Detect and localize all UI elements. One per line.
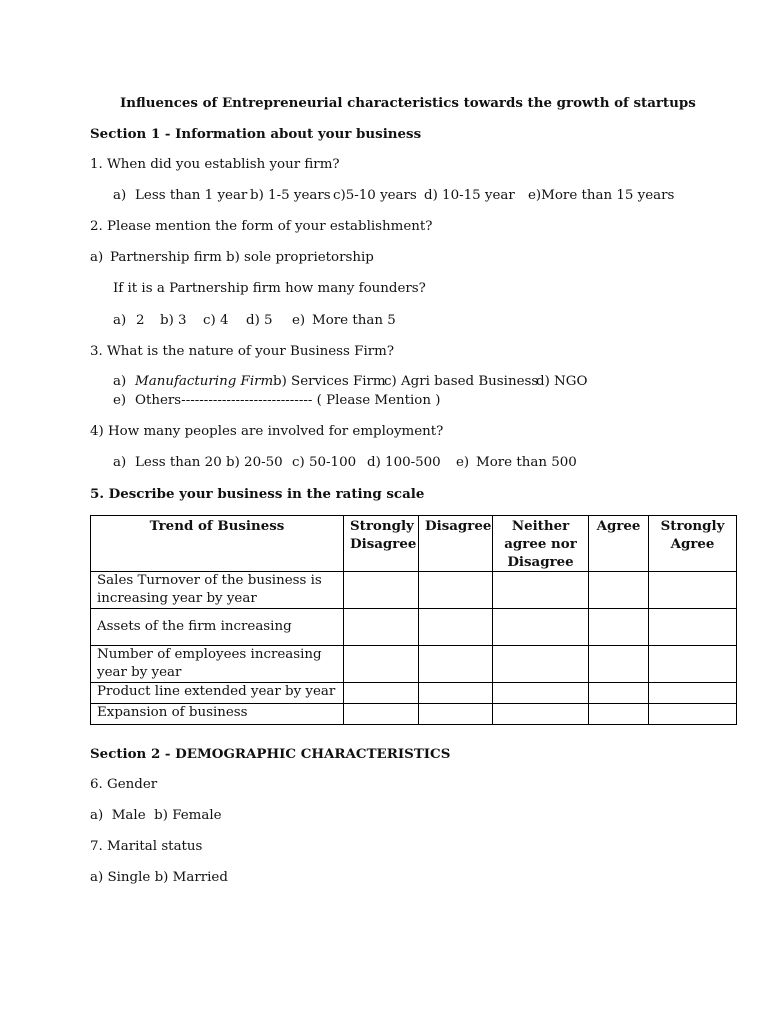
rating-cell[interactable] bbox=[649, 609, 737, 646]
rating-cell[interactable] bbox=[493, 646, 589, 683]
q3-option-b: b) Services Firm bbox=[273, 374, 386, 389]
header-strongly-disagree: Strongly Disagree bbox=[344, 516, 419, 572]
q2-option-b: b) sole proprietorship bbox=[226, 250, 374, 265]
q4-option-e: More than 500 bbox=[476, 455, 577, 470]
q1-option-a: Less than 1 year bbox=[135, 188, 248, 203]
section1-heading: Section 1 - Information about your business bbox=[90, 126, 422, 142]
rating-scale-table bbox=[90, 515, 737, 725]
rating-cell[interactable] bbox=[589, 704, 649, 725]
q4-option-a-marker: a) bbox=[113, 455, 127, 470]
table-header-row bbox=[91, 516, 737, 572]
row-label: Assets of the firm increasing bbox=[91, 609, 344, 646]
rating-cell[interactable] bbox=[419, 683, 493, 704]
q2f-option-e: More than 5 bbox=[312, 313, 396, 328]
q4-option-d: d) 100-500 bbox=[367, 455, 441, 470]
rating-cell[interactable] bbox=[589, 646, 649, 683]
header-agree: Agree bbox=[589, 516, 649, 572]
rating-cell[interactable] bbox=[344, 646, 419, 683]
rating-cell[interactable] bbox=[589, 683, 649, 704]
rating-cell[interactable] bbox=[344, 572, 419, 609]
header-neither: Neither agree nor Disagree bbox=[493, 516, 589, 572]
question-2: 2. Please mention the form of your establishment? bbox=[90, 219, 433, 234]
q4-option-c: c) 50-100 bbox=[292, 455, 357, 470]
table-row bbox=[91, 572, 737, 609]
question-4: 4) How many peoples are involved for employment? bbox=[90, 424, 444, 439]
rating-cell[interactable] bbox=[649, 704, 737, 725]
q1-option-e: e)More than 15 years bbox=[528, 188, 675, 203]
q2-option-a: Partnership firm bbox=[110, 250, 222, 265]
q2f-option-a-marker: a) bbox=[113, 313, 127, 328]
table-row bbox=[91, 704, 737, 725]
rating-cell[interactable] bbox=[419, 572, 493, 609]
table-row bbox=[91, 609, 737, 646]
q2f-option-d: d) 5 bbox=[246, 313, 273, 328]
rating-cell[interactable] bbox=[493, 704, 589, 725]
q4-option-e-marker: e) bbox=[456, 455, 470, 470]
q4-option-b: b) 20-50 bbox=[226, 455, 283, 470]
question-5: 5. Describe your business in the rating scale bbox=[90, 486, 425, 502]
question-7-options: a) Single b) Married bbox=[90, 870, 228, 885]
q2-option-a-marker: a) bbox=[90, 250, 104, 265]
q3-option-a: Manufacturing Firm bbox=[135, 374, 274, 389]
rating-cell[interactable] bbox=[344, 609, 419, 646]
rating-cell[interactable] bbox=[649, 572, 737, 609]
q3-option-c: c) Agri based Business bbox=[384, 374, 539, 389]
question-7: 7. Marital status bbox=[90, 839, 203, 854]
rating-cell[interactable] bbox=[493, 572, 589, 609]
rating-cell[interactable] bbox=[419, 704, 493, 725]
q1-option-b: b) 1-5 years bbox=[250, 188, 331, 203]
rating-cell[interactable] bbox=[493, 683, 589, 704]
q1-option-d: d) 10-15 year bbox=[424, 188, 515, 203]
header-disagree: Disagree bbox=[419, 516, 493, 572]
rating-cell[interactable] bbox=[344, 704, 419, 725]
question-3: 3. What is the nature of your Business Firm? bbox=[90, 344, 395, 359]
q3-option-e-marker: e) bbox=[113, 393, 127, 408]
question-6-options: a) Male b) Female bbox=[90, 808, 222, 823]
rating-cell[interactable] bbox=[493, 609, 589, 646]
q3-option-e: Others----------------------------- ( Please Mention ) bbox=[135, 393, 441, 408]
rating-cell[interactable] bbox=[419, 646, 493, 683]
q2f-option-e-marker: e) bbox=[292, 313, 306, 328]
q3-option-d: d) NGO bbox=[536, 374, 588, 389]
q1-option-c: c)5-10 years bbox=[333, 188, 417, 203]
rating-cell[interactable] bbox=[589, 609, 649, 646]
rating-cell[interactable] bbox=[649, 683, 737, 704]
question-6: 6. Gender bbox=[90, 777, 158, 792]
section2-heading: Section 2 - DEMOGRAPHIC CHARACTERISTICS bbox=[90, 746, 451, 762]
row-label: Number of employees increasing year by year bbox=[91, 646, 344, 683]
question-1: 1. When did you establish your firm? bbox=[90, 157, 340, 172]
table-row bbox=[91, 683, 737, 704]
q3-option-a-marker: a) bbox=[113, 374, 127, 389]
q1-option-a-marker: a) bbox=[113, 188, 127, 203]
document-title: Influences of Entrepreneurial characteristics towards the growth of startups bbox=[120, 95, 696, 111]
q2f-option-a: 2 bbox=[136, 313, 145, 328]
rating-cell[interactable] bbox=[589, 572, 649, 609]
row-label: Product line extended year by year bbox=[91, 683, 344, 704]
q2f-option-c: c) 4 bbox=[203, 313, 229, 328]
row-label: Sales Turnover of the business is increasing year by year bbox=[91, 572, 344, 609]
table-row bbox=[91, 646, 737, 683]
q2f-option-b: b) 3 bbox=[160, 313, 187, 328]
row-label: Expansion of business bbox=[91, 704, 344, 725]
q4-option-a: Less than 20 bbox=[135, 455, 222, 470]
rating-cell[interactable] bbox=[344, 683, 419, 704]
header-strongly-agree: Strongly Agree bbox=[649, 516, 737, 572]
question-2-followup: If it is a Partnership firm how many founders? bbox=[113, 281, 426, 296]
rating-cell[interactable] bbox=[419, 609, 493, 646]
header-trend-of-business: Trend of Business bbox=[91, 516, 344, 572]
rating-cell[interactable] bbox=[649, 646, 737, 683]
